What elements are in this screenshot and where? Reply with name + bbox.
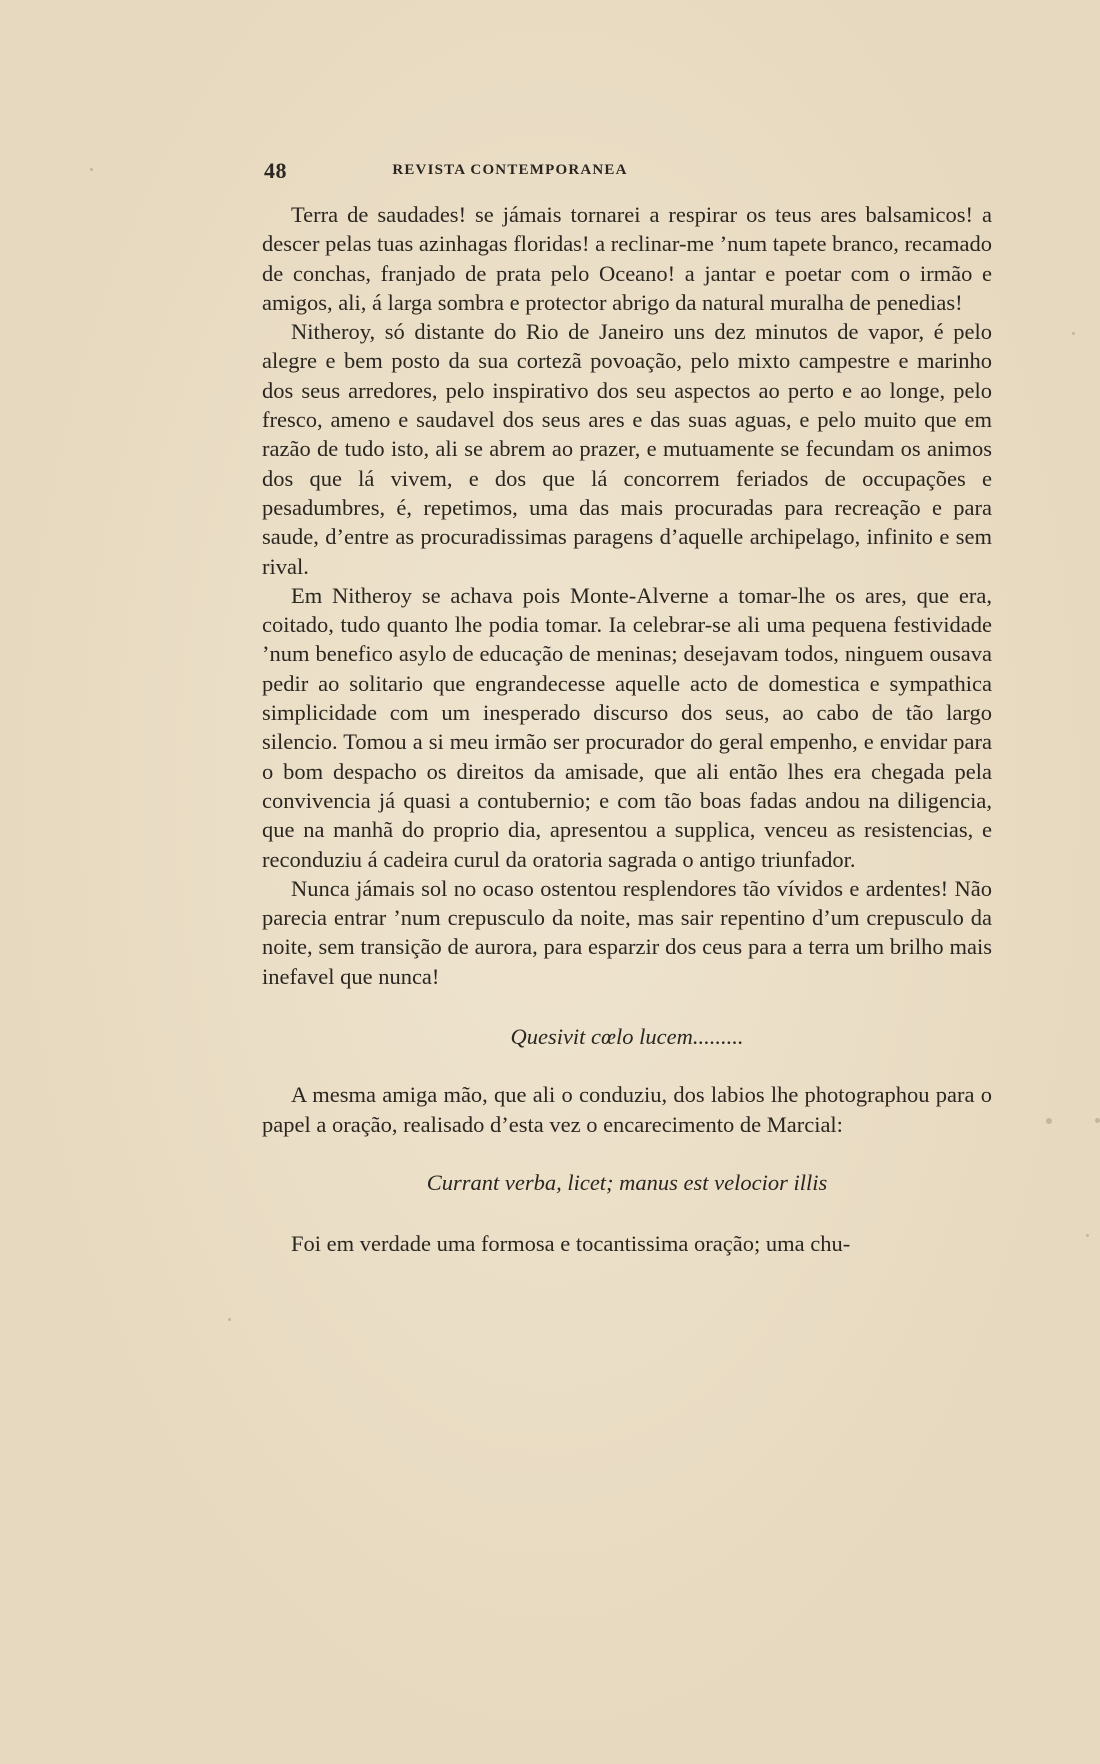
page-header bbox=[264, 158, 756, 186]
body-text bbox=[262, 200, 992, 1259]
paper-speck bbox=[228, 1318, 231, 1321]
latin-quote-quesivit: Quesivit cœlo lucem......... bbox=[510, 1024, 744, 1050]
paper-speck bbox=[90, 168, 93, 171]
running-title: REVISTA CONTEMPORANEA bbox=[392, 162, 628, 178]
latin-quote-currant-verba: Currant verba, licet; manus est velocior illis bbox=[426, 1169, 828, 1195]
paragraph-terra-de-saudades: Terra de saudades! se jámais tornarei a respirar os teus ares balsamicos! a descer pelas tuas azinhagas floridas! a reclinar-me ’num tapete branco, recamado de conchas, franjado de prata pelo Oceano! a jantar e poetar com o irmão e amigos, ali, á larga sombra e protector abrigo da natural muralha de penedias! bbox=[262, 202, 992, 315]
paper-speck bbox=[1086, 1234, 1089, 1237]
paragraph-nunca-jamais: Nunca jámais sol no ocaso ostentou resplendores tão vívidos e ardentes! Não parecia entrar ’num crepusculo da noite, mas sair repentino d’um crepusculo da noite, sem transição de aurora, para esparzir dos ceus para a terra um brilho mais inefavel que nunca! bbox=[262, 875, 992, 989]
paragraph-monte-alverne: Em Nitheroy se achava pois Monte-Alverne a tomar-lhe os ares, que era, coitado, tudo quanto lhe podia tomar. Ia celebrar-se ali uma pequena festividade ’num benefico asylo de educação de meninas; desejavam todos, ninguem ousava pedir ao solitario que engrandecesse aquelle acto de domestica e sympathica simplicidade com um inesperado discurso dos seus, ao cabo de tão largo silencio. Tomou a si meu irmão ser procurador do geral empenho, e envidar para o bom despacho os direitos da amisade, que ali então lhes era chegada pela convivencia já quasi a contubernio; e com tão boas fadas andou na diligencia, que na manhã do proprio dia, apresentou a supplica, venceu as resistencias, e reconduziu á cadeira curul da oratoria sagrada o antigo triunfador. bbox=[262, 582, 992, 872]
page-number: 48 bbox=[264, 158, 287, 183]
paper-speck bbox=[1046, 1118, 1052, 1124]
paragraph-foi-em-verdade: Foi em verdade uma formosa e tocantissima oração; uma chu- bbox=[291, 1231, 851, 1257]
paper-speck bbox=[1095, 1118, 1100, 1123]
paper-speck bbox=[1072, 332, 1075, 335]
paragraph-nitheroy: Nitheroy, só distante do Rio de Janeiro uns dez minutos de vapor, é pelo alegre e bem posto da sua cortezã povoação, pelo mixto campestre e marinho dos seus arredores, pelo inspirativo dos seu aspectos ao perto e ao longe, pelo fresco, ameno e saudavel dos seus ares e das suas aguas, e pelo muito que em razão de tudo isto, ali se abrem ao prazer, e mutuamente se fecundam os animos dos que lá vivem, e dos que lá concorrem feriados de occupações e pesadumbres, é, repetimos, uma das mais procuradas para recreação e para saude, d’entre as procuradissimas paragens d’aquelle archipelago, infinito e sem rival. bbox=[262, 319, 992, 579]
paragraph-mesma-amiga: A mesma amiga mão, que ali o conduziu, dos labios lhe photographou para o papel a oração, realisado d’esta vez o encarecimento de Marcial: bbox=[262, 1082, 992, 1137]
